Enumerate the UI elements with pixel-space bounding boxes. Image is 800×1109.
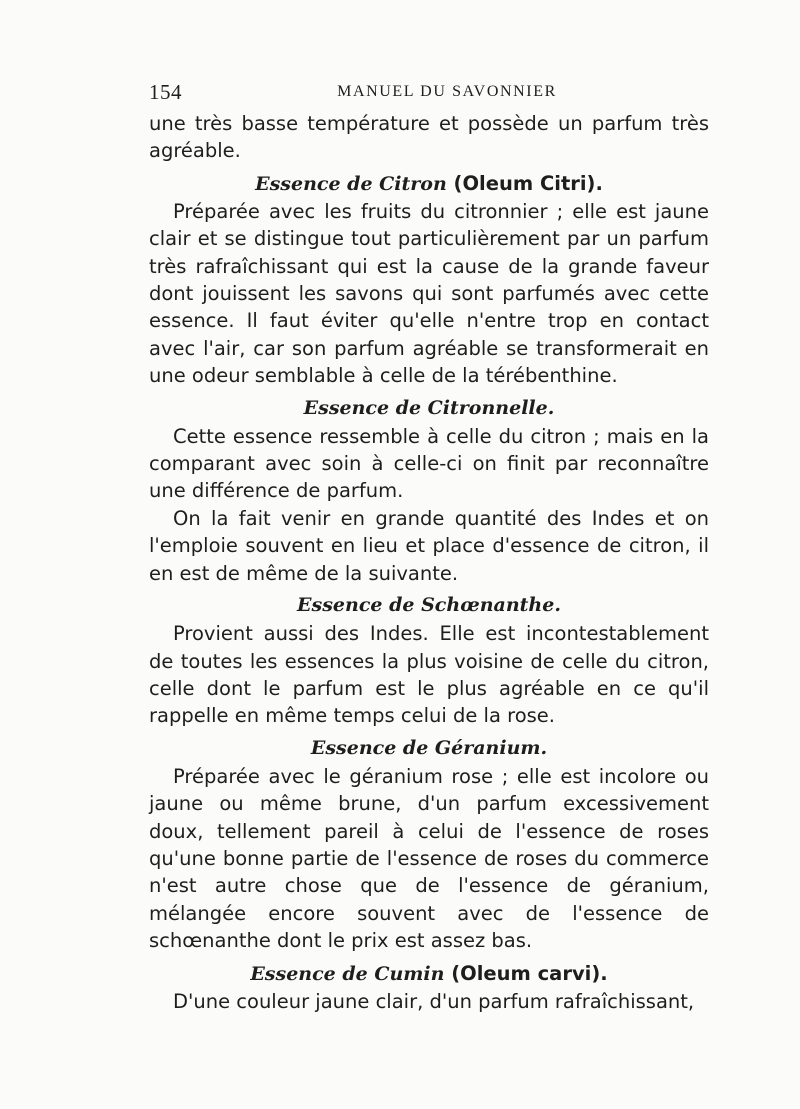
section-heading-cumin [149, 955, 709, 988]
heading-latin: (Oleum carvi). [444, 961, 608, 985]
paragraph-citron: Préparée avec les fruits du citronnier ; elle est jaune clair et se distingue tout particulièrement par un parfum très rafraîchissant qui est la cause de la grande faveur dont jouissent les savons qui sont parfumés avec cette essence. Il faut éviter qu'elle n'entre trop en contact avec l'air, car son parfum agréable se transformerait en une odeur semblable à celle de la térébenthine. [149, 199, 709, 388]
running-title: MANUEL DU SAVONNIER [337, 83, 557, 100]
paragraph-geranium: Préparée avec le géranium rose ; elle est incolore ou jaune ou même brune, d'un parfum excessivement doux, tellement pareil à celui de l'essence de roses qu'une bonne partie de l'essence de roses du commerce n'est autre chose que de l'essence de géranium, mélangée encore souvent avec de l'essence de schœnanthe dont le prix est assez bas. [149, 764, 709, 953]
paragraph-schoenanthe: Provient aussi des Indes. Elle est incontestablement de toutes les essences la plus voisine de celle du citron, celle dont le parfum est le plus agréable en ce qu'il rappelle en même temps celui de la rose. [149, 622, 709, 728]
paragraph-cumin: D'une couleur jaune clair, d'un parfum rafraîchissant, [173, 989, 695, 1013]
section-heading-schoenanthe [149, 587, 709, 620]
heading-latin: (Oleum Citri). [446, 171, 603, 195]
heading-italic: Essence de Citronnelle. [303, 396, 555, 419]
section-heading-citronnelle [149, 390, 709, 423]
paragraph-continuation: une très basse température et possède un parfum très agréable. [149, 112, 709, 163]
book-page [149, 80, 709, 1015]
section-heading-geranium [149, 730, 709, 763]
heading-italic: Essence de Citron [255, 172, 447, 195]
heading-italic: Essence de Schœnanthe. [297, 594, 561, 617]
paragraph-citronnelle-1: Cette essence ressemble à celle du citron ; mais en la comparant avec soin à celle-ci on finit par reconnaître une différence de parfum. [149, 424, 709, 503]
body-text [149, 110, 709, 1015]
page-number: 154 [149, 80, 182, 104]
heading-italic: Essence de Géranium. [310, 736, 548, 759]
heading-italic: Essence de Cumin [250, 962, 445, 985]
paragraph-citronnelle-2: On la fait venir en grande quantité des Indes et on l'emploie souvent en lieu et place d'essence de citron, il en est de même de la suivante. [149, 506, 709, 585]
section-heading-citron [149, 165, 709, 198]
running-head [149, 80, 709, 110]
